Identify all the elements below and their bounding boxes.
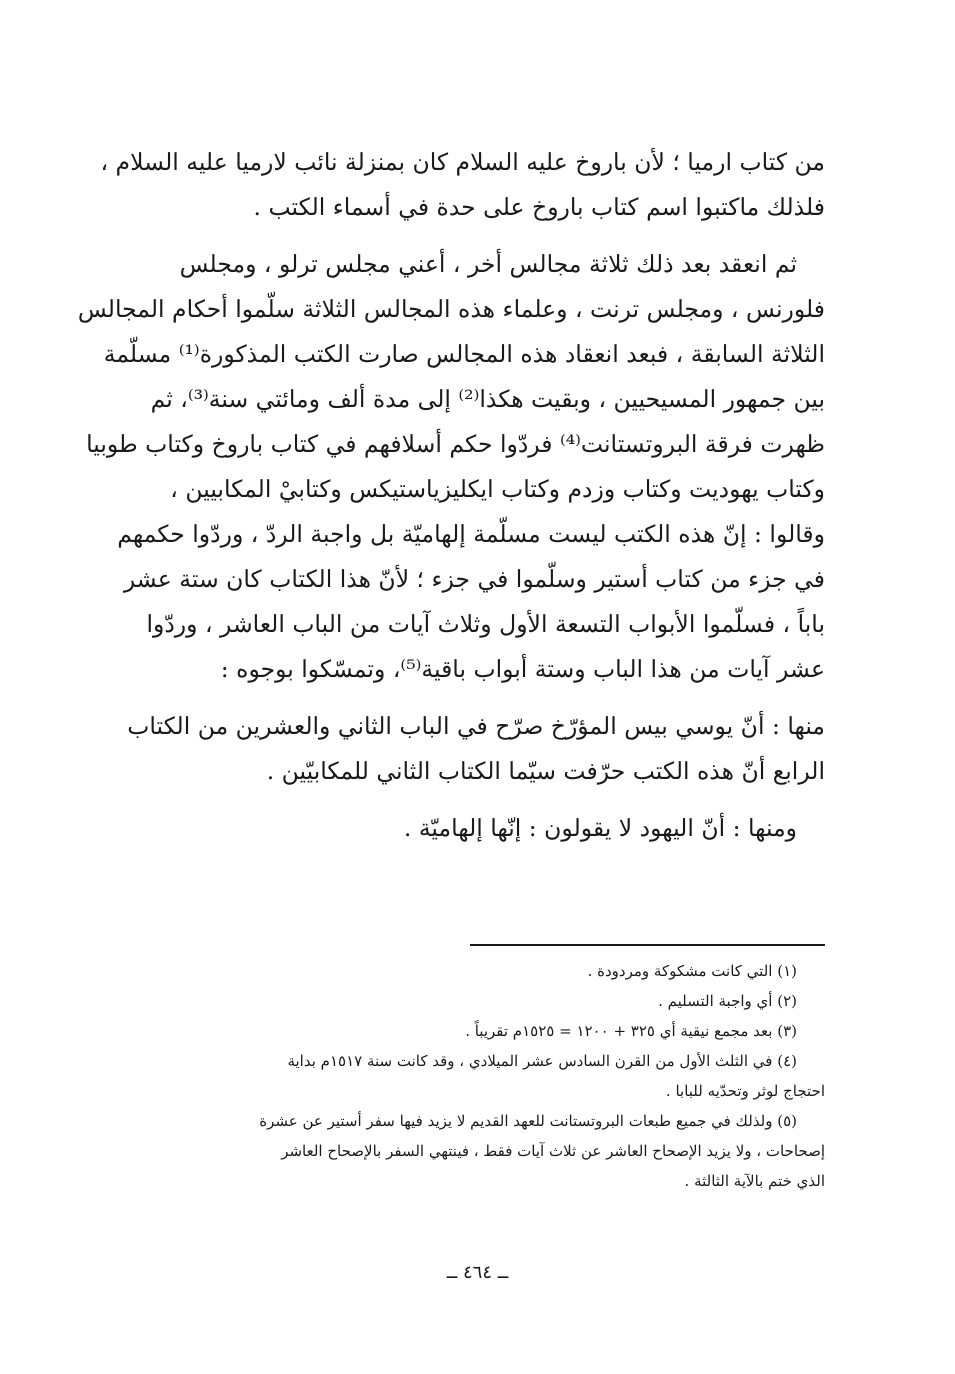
page-number: ــ ٤٦٤ ــ [446,1262,509,1283]
footnote-2: (٢) أي واجبة التسليم . [658,992,797,1010]
text-line: ومنها : أنّ اليهود لا يقولون : إنّها إلهاميّة . [403,814,797,842]
text-line: فلذلك ماكتبوا اسم كتاب باروخ على حدة في أسماء الكتب . [253,193,825,221]
footnote-5: (٥) ولذلك في جميع طبعات البروتستانت للعهد القديم لا يزيد فيها سفر أستير عن عشرة [259,1112,797,1130]
footnote-5-cont: الذي ختم بالآية الثالثة . [684,1172,825,1190]
text-line: باباً ، فسلّموا الأبواب التسعة الأول وثلاث آيات من الباب العاشر ، وردّوا [146,610,825,638]
paragraph-4 [100,806,825,851]
text-line: في جزء من كتاب أستير وسلّموا في جزء ؛ لأنّ هذا الكتاب كان ستة عشر [123,565,825,593]
text-line: بين جمهور المسيحيين ، وبقيت هكذا⁽²⁾ إلى مدة ألف ومائتي سنة⁽³⁾، ثم [150,385,825,413]
footnote-separator [470,944,825,946]
main-text [77,140,825,863]
text-line: وكتاب يهوديت وكتاب وزدم وكتاب ايكليزياستيكس وكتابيْ المكابيين ، [170,475,825,503]
footnote-4-cont: احتجاج لوثر وتحدّيه للبابا . [665,1082,825,1100]
text-line: منها : أنّ يوسي بيس المؤرّخ صرّح في الباب الثاني والعشرين من الكتاب [127,712,825,740]
text-line: فلورنس ، ومجلس ترنت ، وعلماء هذه المجالس الثلاثة سلّموا أحكام المجالس [77,295,825,323]
paragraph-3 [100,704,825,794]
text-line: ظهرت فرقة البروتستانت⁽⁴⁾ فردّوا حكم أسلافهم في كتاب باروخ وكتاب طوبيا [86,430,825,458]
text-line: الرابع أنّ هذه الكتب حرّفت سيّما الكتاب الثاني للمكابيّين . [266,757,825,785]
paragraph-2 [77,242,825,692]
footnote-3: (٣) بعد مجمع نيقية أي ٣٢٥ + ١٢٠٠ = ١٥٢٥م تقريباً . [465,1022,797,1040]
text-line: عشر آيات من هذا الباب وستة أبواب باقية⁽⁵⁾، وتمسّكوا بوجوه : [220,655,825,683]
text-line: ثم انعقد بعد ذلك ثلاثة مجالس أخر ، أعني مجلس ترلو ، ومجلس [179,250,797,278]
text-line: من كتاب ارميا ؛ لأن باروخ عليه السلام كان بمنزلة نائب لارميا عليه السلام ، [100,148,825,176]
footnote-5-cont: إصحاحات ، ولا يزيد الإصحاح العاشر عن ثلاث آيات فقط ، فينتهي السفر بالإصحاح العاشر [281,1142,825,1160]
footnote-1: (١) التي كانت مشكوكة ومردودة . [587,962,797,980]
text-line: وقالوا : إنّ هذه الكتب ليست مسلّمة إلهاميّة بل واجبة الردّ ، وردّوا حكمهم [117,520,825,548]
text-line: الثلاثة السابقة ، فبعد انعقاد هذه المجالس صارت الكتب المذكورة⁽¹⁾ مسلّمة [103,340,825,368]
footnote-4: (٤) في الثلث الأول من القرن السادس عشر الميلادي ، وقد كانت سنة ١٥١٧م بداية [287,1052,797,1070]
paragraph-1 [100,140,825,230]
footnotes [100,956,825,1196]
